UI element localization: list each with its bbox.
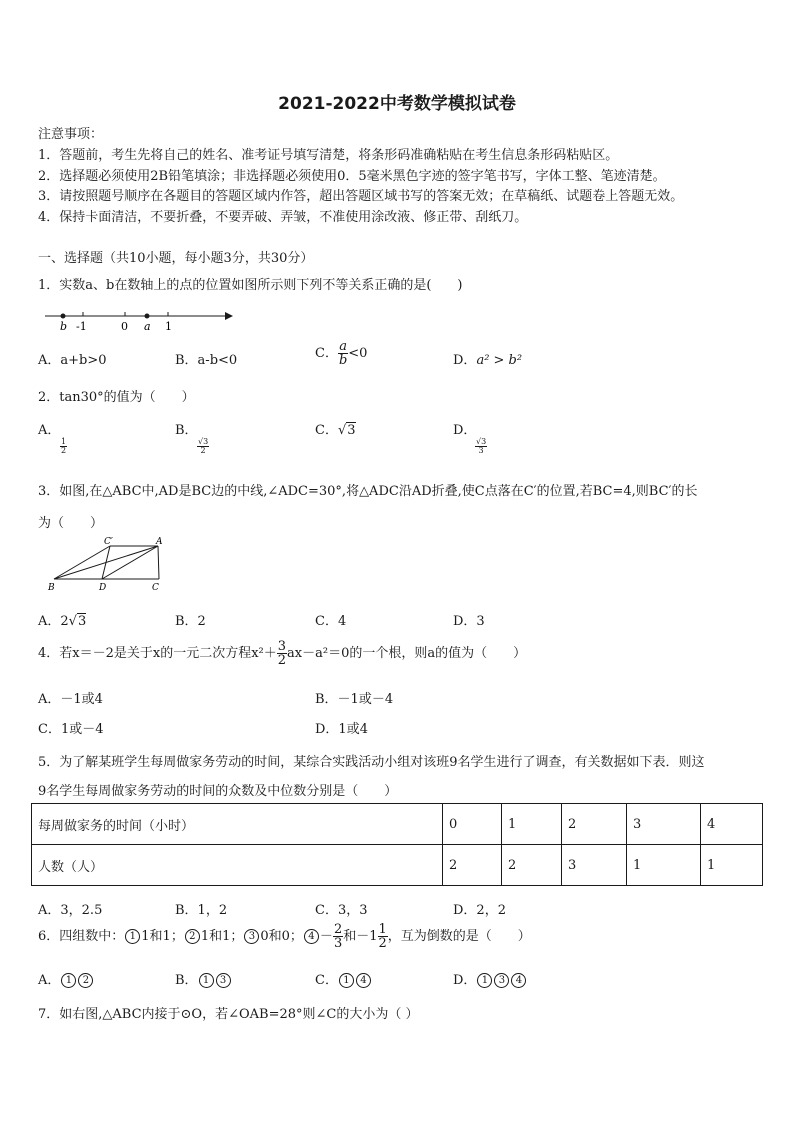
sqrt-expression xyxy=(69,614,87,629)
axis-label-a: a xyxy=(144,320,151,333)
q6-option-d[interactable] xyxy=(453,969,527,988)
label-b: B xyxy=(48,583,55,593)
fraction xyxy=(277,640,287,667)
circled-number: 1 xyxy=(339,973,354,988)
fraction-denominator: b xyxy=(338,353,348,368)
circled-number: 2 xyxy=(78,973,93,988)
axis-label-1: 1 xyxy=(165,320,172,333)
circled-number: 4 xyxy=(356,973,371,988)
fraction-denominator: 3 xyxy=(333,936,343,951)
table-cell: 3 xyxy=(627,804,701,845)
q4-option-d[interactable]: D．1或4 xyxy=(315,722,368,737)
label-d: D xyxy=(99,583,107,593)
circled-number: 1 xyxy=(125,929,140,944)
fraction-denominator: 3 xyxy=(478,446,484,455)
q1-stem: 1．实数a、b在数轴上的点的位置如图所示则下列不等关系正确的是( ) xyxy=(38,278,463,293)
fraction-numerator: 1 xyxy=(378,922,387,937)
sqrt-expression xyxy=(338,423,356,438)
table-cell: 2 xyxy=(562,804,627,845)
q2-option-a[interactable] xyxy=(38,419,67,455)
circled-number: 4 xyxy=(304,929,319,944)
option-prefix: B． xyxy=(175,423,198,438)
table-cell: 3 xyxy=(562,845,627,886)
notice-heading: 注意事项： xyxy=(38,127,104,142)
q6-option-b[interactable] xyxy=(175,969,232,988)
label-c-prime: C′ xyxy=(104,537,113,547)
arrow-right-icon xyxy=(225,312,233,320)
q6-group-text: － xyxy=(319,929,333,944)
table-cell: 每周做家务的时间（小时） xyxy=(32,804,443,845)
fraction-numerator: 3 xyxy=(277,639,287,654)
sqrt-sign: √ xyxy=(337,423,347,438)
axis-label-neg1: -1 xyxy=(76,320,87,333)
option-expression: a² > b² xyxy=(476,353,523,368)
q2-option-b[interactable] xyxy=(175,419,209,455)
q5-option-d[interactable]: D．2，2 xyxy=(453,903,506,918)
circled-number: 1 xyxy=(199,973,214,988)
circled-number: 4 xyxy=(511,973,526,988)
page-title: 2021-2022中考数学模拟试卷 xyxy=(278,94,516,114)
circled-number: 3 xyxy=(216,973,231,988)
table-cell: 0 xyxy=(443,804,502,845)
q6-option-c[interactable] xyxy=(315,969,372,988)
sqrt-radicand: 3 xyxy=(77,614,87,629)
q5-stem: 5．为了解某班学生每周做家务劳动的时间，某综合实践活动小组对该班9名学生进行了调查，有关数据如下表．则这 xyxy=(38,755,705,770)
table-row xyxy=(32,845,763,886)
table-cell: 人数（人） xyxy=(32,845,443,886)
table-cell: 1 xyxy=(627,845,701,886)
option-prefix: A． xyxy=(38,423,61,438)
axis-label-0: 0 xyxy=(121,320,128,333)
axis-label-b: b xyxy=(60,320,68,333)
fraction-numerator: a xyxy=(339,339,347,354)
q6-stem xyxy=(38,923,531,950)
q6-group-text: 1和1； xyxy=(141,929,184,944)
fraction-denominator: 2 xyxy=(61,446,67,455)
q1-option-a[interactable]: A．a+b>0 xyxy=(38,353,107,368)
q4-stem xyxy=(38,640,526,667)
q4-option-c[interactable]: C．1或－4 xyxy=(38,722,104,737)
notice-item: 4．保持卡面清洁，不要折叠，不要弄破、弄皱，不准使用涂改液、修正带、刮纸刀。 xyxy=(38,210,528,225)
q3-stem-line2: 为（ ） xyxy=(38,516,104,531)
fraction-numerator: √3 xyxy=(198,437,209,446)
circled-number: 1 xyxy=(61,973,76,988)
circled-number: 2 xyxy=(185,929,200,944)
q4-stem-prefix: 4．若x＝－2是关于x的一元二次方程x²＋ xyxy=(38,646,277,661)
notice-item: 3．请按照题号顺序在各题目的答题区域内作答，超出答题区域书写的答案无效；在草稿纸、试题卷上答题无效。 xyxy=(38,189,684,204)
circled-number: 3 xyxy=(244,929,259,944)
q6-stem-prefix: 6．四组数中： xyxy=(38,929,125,944)
q3-option-c[interactable]: C．4 xyxy=(315,614,347,629)
option-prefix: C． xyxy=(315,973,338,988)
option-prefix: C． xyxy=(315,346,338,361)
q6-stem-suffix: ，互为倒数的是（ ） xyxy=(387,929,531,944)
sqrt-sign: √ xyxy=(68,614,77,629)
q6-option-a[interactable] xyxy=(38,969,94,988)
table-cell: 4 xyxy=(701,804,763,845)
q5-option-b[interactable]: B．1，2 xyxy=(175,903,228,918)
q7-stem: 7．如右图,△ABC内接于⊙O，若∠OAB=28°则∠C的大小为（ ） xyxy=(38,1007,419,1022)
table-row xyxy=(32,804,763,845)
triangle-fold-figure xyxy=(44,536,174,594)
q3-option-a[interactable] xyxy=(38,610,86,629)
label-c: C xyxy=(152,583,159,593)
sqrt-radicand: 3 xyxy=(347,423,356,438)
fraction xyxy=(60,438,67,455)
q2-option-d[interactable] xyxy=(453,419,487,455)
segment-dc-prime xyxy=(102,546,110,579)
fraction-numerator: √3 xyxy=(476,437,487,446)
q2-stem: 2．tan30°的值为（ ） xyxy=(38,390,195,405)
fraction-denominator: 2 xyxy=(378,936,387,951)
q3-option-d[interactable]: D．3 xyxy=(453,614,485,629)
q2-option-c[interactable] xyxy=(315,419,356,438)
option-prefix: C． xyxy=(315,423,338,438)
segment-bc-prime xyxy=(54,546,110,579)
fraction xyxy=(475,438,487,455)
q6-group-text: 和－1 xyxy=(343,929,378,944)
q5-stem-line2: 9名学生每周做家务劳动的时间的众数及中位数分别是（ ） xyxy=(38,784,398,799)
circled-number: 1 xyxy=(477,973,492,988)
fraction-numerator: 2 xyxy=(333,922,343,937)
fraction xyxy=(333,923,343,950)
q3-option-b[interactable]: B．2 xyxy=(175,614,206,629)
q4-option-b[interactable]: B．－1或－4 xyxy=(315,692,394,707)
section-heading: 一、选择题（共10小题，每小题3分，共30分） xyxy=(38,251,314,266)
q4-option-a[interactable]: A．－1或4 xyxy=(38,692,103,707)
housework-data-table xyxy=(31,803,763,886)
notice-item: 1．答题前，考生先将自己的姓名、准考证号填写清楚，将条形码准确粘贴在考生信息条形码粘贴区。 xyxy=(38,148,619,163)
circled-number: 3 xyxy=(494,973,509,988)
fraction-denominator: 2 xyxy=(277,653,287,668)
q1-option-d[interactable] xyxy=(453,349,522,368)
number-line-figure xyxy=(40,305,240,335)
table-cell: 1 xyxy=(502,804,562,845)
point-b-marker xyxy=(61,314,66,319)
segment-ac xyxy=(158,546,159,579)
fraction-denominator: 2 xyxy=(200,446,206,455)
notice-item: 2．选择题必须使用2B铅笔填涂；非选择题必须使用0．5毫米黑色字迹的签字笔书写，字体工整、笔迹清楚。 xyxy=(38,169,666,184)
fraction xyxy=(197,438,209,455)
option-prefix: A．2 xyxy=(38,614,69,629)
q1-option-c[interactable] xyxy=(315,340,367,367)
option-suffix: <0 xyxy=(348,346,368,361)
option-prefix: D． xyxy=(453,973,477,988)
table-cell: 1 xyxy=(701,845,763,886)
fraction xyxy=(378,923,388,950)
q3-stem: 3．如图,在△ABC中,AD是BC边的中线,∠ADC=30°,将△ADC沿AD折叠,使C点落在C′的位置,若BC=4,则BC′的长 xyxy=(38,484,698,499)
q6-group-text: 1和1； xyxy=(200,929,244,944)
point-a-marker xyxy=(145,314,150,319)
segment-da xyxy=(102,546,158,579)
table-cell: 2 xyxy=(502,845,562,886)
option-prefix: B． xyxy=(175,973,198,988)
table-cell: 2 xyxy=(443,845,502,886)
q4-stem-suffix: ax－a²＝0的一个根，则a的值为（ ） xyxy=(287,646,527,661)
fraction-numerator: 1 xyxy=(61,437,67,446)
q6-group-text: 0和0； xyxy=(260,929,303,944)
option-prefix: D． xyxy=(453,423,477,438)
option-prefix: D． xyxy=(453,353,477,368)
q5-option-c[interactable]: C．3，3 xyxy=(315,903,368,918)
q1-option-b[interactable]: B．a-b<0 xyxy=(175,353,238,368)
fraction xyxy=(338,340,348,367)
label-a: A xyxy=(156,537,163,547)
option-prefix: A． xyxy=(38,973,61,988)
q5-option-a[interactable]: A．3，2.5 xyxy=(38,903,103,918)
